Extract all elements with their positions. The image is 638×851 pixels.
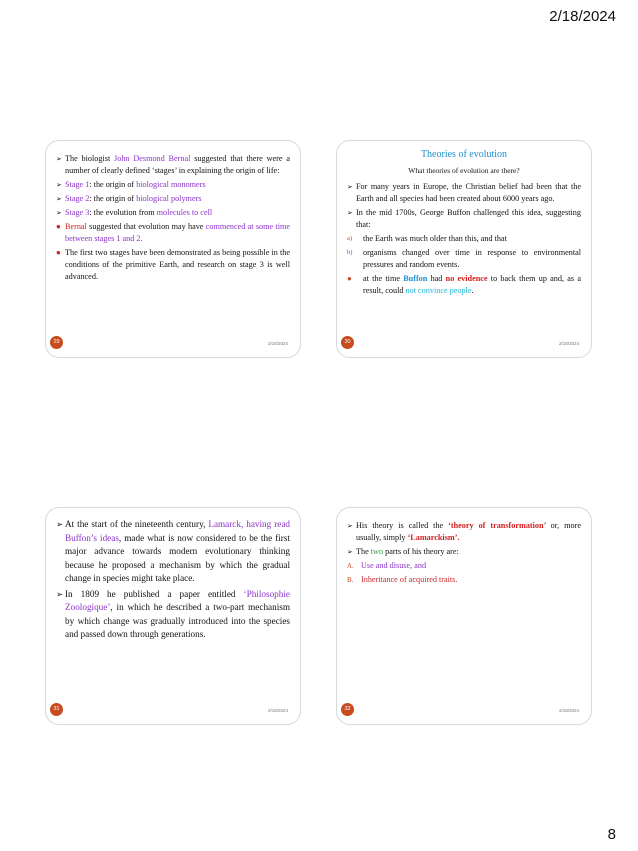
text: Bernal [65, 222, 87, 231]
text: The first two stages have been demonstrated as being possible in the conditions of the primitive Earth, and research on stage 3 is well advanced. [65, 248, 290, 281]
page-number: 8 [607, 826, 616, 843]
slide-number-badge: 29 [50, 336, 63, 349]
list-item [56, 153, 290, 177]
text: In 1809 he published a paper entitled [65, 588, 244, 599]
text: : the origin of [89, 194, 137, 203]
list-item [347, 574, 581, 586]
slide-30-content [347, 149, 581, 299]
text: commenced at some time between stages 1 and 2. [65, 222, 290, 243]
list-marker: A. [347, 562, 354, 570]
dot-bullet-icon: ● [56, 222, 61, 231]
text: to back them up and, as a result, could [363, 274, 581, 295]
text: , in which he described a two-part mechanism by which change was gradually introduced into the species and passed down through generations. [65, 602, 290, 639]
dot-bullet-icon: ● [347, 274, 352, 283]
list-item [347, 247, 581, 271]
arrow-bullet-icon: ➢ [56, 181, 62, 189]
text: The [356, 547, 371, 556]
text: For many years in Europe, the Christian belief had been that the Earth and all species had been created about 6000 years ago. [356, 182, 581, 203]
list-item [347, 273, 581, 297]
slide-32 [336, 507, 592, 725]
text: ’ or, more usually, simply [356, 521, 581, 542]
list-marker: B. [347, 576, 354, 584]
list-item [347, 520, 581, 544]
slide-number-badge: 32 [341, 703, 354, 716]
slide-date: 2/18/2024 [267, 708, 288, 713]
slide-number-badge: 30 [341, 336, 354, 349]
text: molecules to cell [156, 208, 213, 217]
text: ‘theory of transformation [448, 521, 544, 530]
text: ‘Philosophie Zoologique’ [65, 588, 290, 612]
arrow-bullet-icon: ➢ [347, 522, 353, 530]
text: Use and disuse, and [361, 561, 427, 570]
text: Lamarck, having read Buffon’s ideas [65, 519, 290, 543]
text: suggested that evolution may have [86, 222, 206, 231]
text: In the mid 1700s, George Buffon challenged this idea, suggesting that: [356, 208, 581, 229]
slide-29-content [56, 153, 290, 285]
text: two [370, 547, 384, 556]
slide-title: Theories of evolution [420, 149, 508, 160]
slide-date: 2/18/2024 [558, 708, 579, 713]
text: . [471, 286, 474, 295]
stage-label: Stage 2 [65, 194, 90, 203]
list-item [347, 207, 581, 231]
text: ‘Lamarckism’. [407, 533, 460, 542]
slide-number-badge: 31 [50, 703, 63, 716]
text: Inheritance of acquired traits. [361, 575, 458, 584]
arrow-bullet-icon: ➢ [56, 588, 64, 599]
stage-label: Stage 3 [65, 208, 90, 217]
text: His theory is called the [356, 521, 449, 530]
list-item [347, 560, 581, 572]
list-item [56, 588, 290, 642]
text: Buffon [403, 274, 428, 283]
text: biological polymers [136, 194, 202, 203]
text: organisms changed over time in response to environmental pressures and random events. [363, 248, 581, 269]
slide-30 [336, 140, 592, 358]
list-marker: b) [347, 249, 353, 256]
list-item [56, 179, 290, 191]
list-item [347, 233, 581, 245]
slide-32-content [347, 520, 581, 588]
list-item [56, 207, 290, 219]
list-item [56, 518, 290, 586]
arrow-bullet-icon: ➢ [56, 195, 62, 203]
list-item [347, 181, 581, 205]
list-item [347, 546, 581, 558]
slide-subtitle: What theories of evolution are there? [408, 166, 520, 175]
stage-label: Stage 1 [65, 180, 90, 189]
text: biological monomers [136, 180, 206, 189]
arrow-bullet-icon: ➢ [56, 209, 62, 217]
list-item [56, 221, 290, 245]
text: The biologist [65, 154, 115, 163]
text: not convince people [405, 286, 472, 295]
slide-31-content [56, 518, 290, 644]
arrow-bullet-icon: ➢ [347, 548, 353, 556]
arrow-bullet-icon: ➢ [56, 519, 64, 529]
text: at the time [363, 274, 404, 283]
text: suggested that there were a number of clearly defined ‘stages’ in explaining the origin of life: [65, 154, 290, 175]
text: : the evolution from [89, 208, 157, 217]
slide-29 [45, 140, 301, 358]
slide-date: 2/18/2024 [267, 341, 288, 346]
list-marker: a) [347, 235, 353, 242]
list-item [56, 193, 290, 205]
text: : the origin of [89, 180, 137, 189]
dot-bullet-icon: ● [56, 248, 61, 257]
text: , made what is now considered to be the first major advance towards modern evolutionary thinking because he proposed a mechanism by which the gradual change in species might take place. [65, 532, 290, 583]
text: At the start of the nineteenth century, [65, 519, 209, 529]
list-item [56, 247, 290, 283]
text: had [427, 274, 446, 283]
page-date: 2/18/2024 [549, 8, 616, 25]
text: no evidence [445, 274, 488, 283]
bernal-name: John Desmond Bernal [114, 154, 191, 163]
arrow-bullet-icon: ➢ [56, 155, 62, 163]
arrow-bullet-icon: ➢ [347, 183, 353, 191]
text: parts of his theory are: [383, 547, 459, 556]
arrow-bullet-icon: ➢ [347, 209, 353, 217]
slide-31 [45, 507, 301, 725]
slide-date: 2/18/2024 [558, 341, 579, 346]
text: the Earth was much older than this, and that [363, 234, 507, 243]
